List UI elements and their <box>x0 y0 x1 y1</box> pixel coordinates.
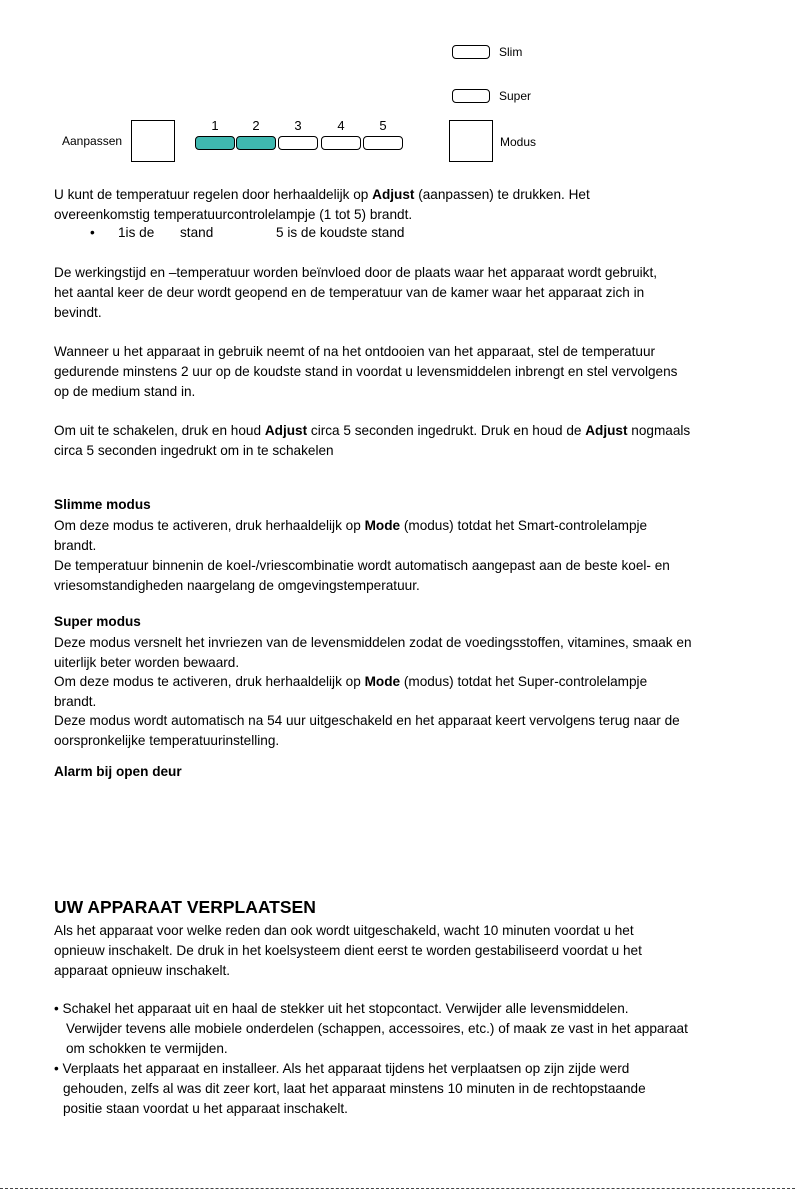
mode-button[interactable] <box>449 120 493 162</box>
level-indicator-2 <box>236 136 276 150</box>
mode-label: Modus <box>500 135 537 149</box>
move-bullet-1-line-3: om schokken te vermijden. <box>66 1041 228 1056</box>
p1-line-3: bevindt. <box>54 305 102 320</box>
super-line-2: uiterlijk beter worden bewaard. <box>54 655 240 670</box>
p2-line-1: Wanneer u het apparaat in gebruik neemt of na het ontdooien van het apparaat, stel de temperatuur <box>54 344 656 359</box>
page-bottom-rule <box>0 1188 795 1189</box>
slim-indicator <box>452 45 490 59</box>
move-bullet-1-line-1: • Schakel het apparaat uit en haal de stekker uit het stopcontact. Verwijder alle levensmiddelen. <box>54 1001 629 1016</box>
super-mode-heading: Super modus <box>54 614 141 629</box>
super-label: Super <box>499 89 532 103</box>
p1-line-2: het aantal keer de deur wordt geopend en de temperatuur van de kamer waar het apparaat zich in <box>54 285 645 300</box>
level-number-1: 1 <box>211 118 219 133</box>
bullet-icon: • <box>90 225 95 240</box>
move-bullet-2-line-1: • Verplaats het apparaat en installeer. Als het apparaat tijdens het verplaatsen op zijn zijde werd <box>54 1061 630 1076</box>
move-heading: UW APPARAAT VERPLAATSEN <box>54 897 316 917</box>
super-indicator <box>452 89 490 103</box>
move-line-2: opnieuw inschakelt. De druk in het koelsysteem dient eerst te worden gestabiliseerd voordat u het <box>54 943 642 958</box>
smart-line-1: Om deze modus te activeren, druk herhaaldelijk op Mode (modus) totdat het Smart-controlelampje <box>54 518 648 533</box>
smart-line-4: vriesomstandigheden naargelang de omgevingstemperatuur. <box>54 578 420 593</box>
level-number-3: 3 <box>294 118 302 133</box>
super-line-5: Deze modus wordt automatisch na 54 uur uitgeschakeld en het apparaat keert vervolgens terug naar de <box>54 713 680 728</box>
level-number-2: 2 <box>252 118 260 133</box>
p2-line-2: gedurende minstens 2 uur op de koudste stand in voordat u levensmiddelen inbrengt en stel vervolgens <box>54 364 678 379</box>
p3-line-1: Om uit te schakelen, druk en houd Adjust circa 5 seconden ingedrukt. Druk en houd de Adjust nogmaals <box>54 423 691 438</box>
level-number-4: 4 <box>337 118 345 133</box>
smart-line-3: De temperatuur binnenin de koel-/vriescombinatie wordt automatisch aangepast aan de beste koel- en <box>54 558 670 573</box>
intro-line-1: U kunt de temperatuur regelen door herhaaldelijk op Adjust (aanpassen) te drukken. Het <box>54 187 590 202</box>
adjust-label: Aanpassen <box>62 134 123 148</box>
alarm-heading: Alarm bij open deur <box>54 764 182 779</box>
super-line-1: Deze modus versnelt het invriezen van de levensmiddelen zodat de voedingsstoffen, vitamines, smaak en <box>54 635 692 650</box>
move-bullet-2-line-2: gehouden, zelfs al was dit zeer kort, laat het apparaat minstens 10 minuten in de rechtopstaande <box>63 1081 646 1096</box>
intro-line-2: overeenkomstig temperatuurcontrolelampje (1 tot 5) brandt. <box>54 207 413 222</box>
level-indicator-1 <box>195 136 235 150</box>
p1-line-1: De werkingstijd en –temperatuur worden beïnvloed door de plaats waar het apparaat wordt gebruikt, <box>54 265 658 280</box>
smart-line-2: brandt. <box>54 538 97 553</box>
level-indicator-4 <box>321 136 361 150</box>
p2-line-3: op de medium stand in. <box>54 384 196 399</box>
level-indicator-5 <box>363 136 403 150</box>
smart-mode-heading: Slimme modus <box>54 497 151 512</box>
super-line-3: Om deze modus te activeren, druk herhaaldelijk op Mode (modus) totdat het Super-controlelampje <box>54 674 648 689</box>
slim-label: Slim <box>499 45 523 59</box>
adjust-button[interactable] <box>131 120 175 162</box>
move-line-3: apparaat opnieuw inschakelt. <box>54 963 231 978</box>
level-number-5: 5 <box>379 118 387 133</box>
move-line-1: Als het apparaat voor welke reden dan ook wordt uitgeschakeld, wacht 10 minuten voordat u het <box>54 923 634 938</box>
move-bullet-2-line-3: positie staan voordat u het apparaat inschakelt. <box>63 1101 348 1116</box>
p3-line-2: circa 5 seconden ingedrukt om in te schakelen <box>54 443 334 458</box>
level-indicator-3 <box>278 136 318 150</box>
super-line-4: brandt. <box>54 694 97 709</box>
move-bullet-1-line-2: Verwijder tevens alle mobiele onderdelen (schappen, accessoires, etc.) of maak ze vast in het apparaat <box>66 1021 688 1036</box>
super-line-6: oorspronkelijke temperatuurinstelling. <box>54 733 280 748</box>
